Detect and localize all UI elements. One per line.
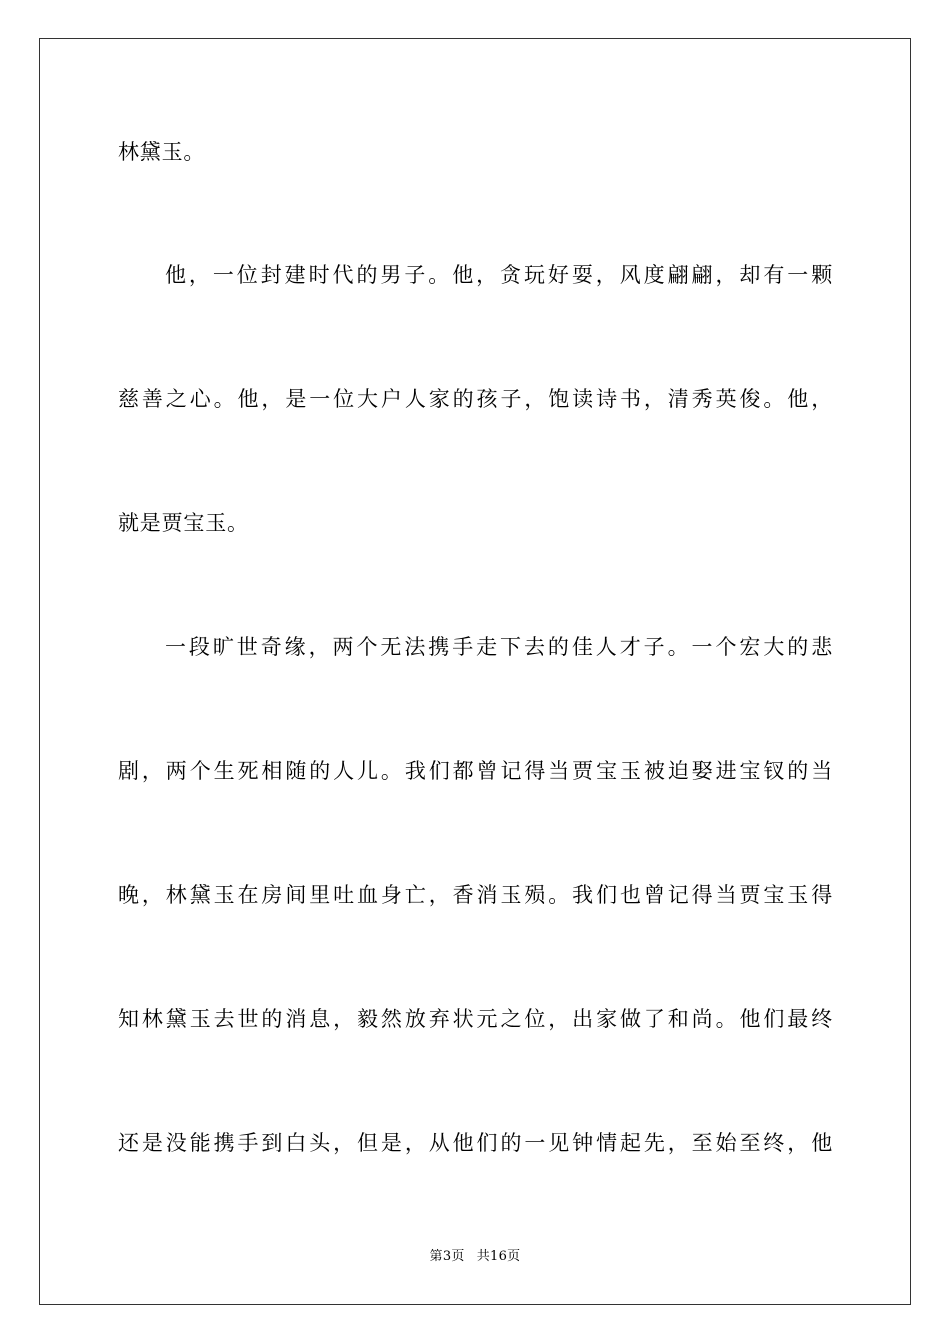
- text-line-4: 就是贾宝玉。: [118, 511, 249, 535]
- text-line-5: 一段旷世奇缘，两个无法携手走下去的佳人才子。一个宏大的悲: [165, 635, 833, 659]
- text-line-6: 剧，两个生死相随的人儿。我们都曾记得当贾宝玉被迫娶进宝钗的当: [118, 759, 833, 783]
- page-frame: [39, 38, 911, 1305]
- text-line-3: 慈善之心。他，是一位大户人家的孩子，饱读诗书，清秀英俊。他，: [118, 387, 833, 411]
- text-line-9: 还是没能携手到白头，但是，从他们的一见钟情起先，至始至终，他: [118, 1131, 833, 1155]
- text-line-7: 晚，林黛玉在房间里吐血身亡，香消玉殒。我们也曾记得当贾宝玉得: [118, 883, 833, 907]
- page-number: 第3页: [429, 1249, 465, 1264]
- page-total: 共16页: [476, 1249, 521, 1264]
- page-footer: [0, 1249, 950, 1265]
- text-line-1: 林黛玉。: [118, 140, 206, 164]
- text-line-8: 知林黛玉去世的消息，毅然放弃状元之位，出家做了和尚。他们最终: [118, 1007, 833, 1031]
- text-line-2: 他，一位封建时代的男子。他，贪玩好耍，风度翩翩，却有一颗: [165, 263, 833, 287]
